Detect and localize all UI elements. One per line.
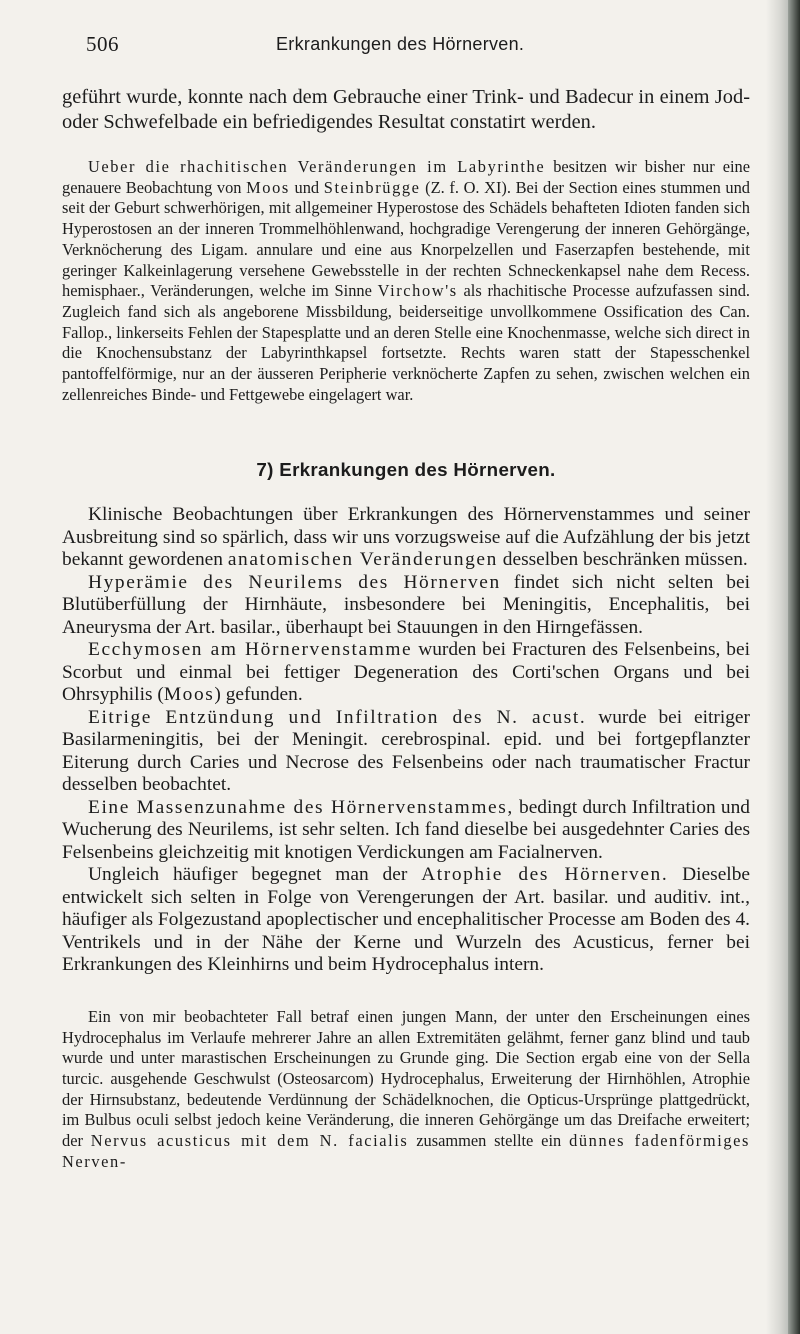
case-text-2: zusammen stellte ein <box>408 1131 570 1151</box>
massenzunahme-term: Eine Massenzunahme des Hörnervenstammes, <box>88 796 514 818</box>
ecchymosen-end: ) gefunden. <box>214 684 303 706</box>
ecchymosen-text: wurden bei Fracturen des Felsenbeins, bei Scorbut und einmal bei fettiger Degeneration des Corti'schen Organs und bei Ohrsyphilis ( <box>62 639 750 706</box>
hyperaemie-term: Hyperämie des Neurilems des Hörnerven <box>88 571 501 593</box>
page-edge-strip <box>788 0 800 1334</box>
case-spaced-1: Nervus acusticus mit dem N. facialis <box>90 1131 409 1151</box>
case-report-paragraph <box>62 1007 750 1173</box>
intro-paragraph: geführt wurde, konnte nach dem Gebrauche einer Trink- und Badecur in einem Jod- oder Schwefelbade ein befriedigendes Resultat constatirt werden. <box>62 86 750 133</box>
atrophie-text: Dieselbe entwickelt sich selten in Folge von Verengerungen der Art. basilar. und auditiv. int., häufiger als Folgezustand apoplectischer und encephalitischer Processe am Boden des 4. Ventrikels und in der Nähe der Kerne und Wurzeln des Acusticus, ferner bei Erkrankungen des Kleinhirns und beim Hydrocephalus intern. <box>62 864 750 976</box>
labyrinth-text-3: als rhachitische Processe aufzufassen sind. Zugleich fand sich als angeborene Missbildung, beiderseitige unvollkommene Ossification des Can. Fallop., linkerseits Fehlen der Stapesplatte und an deren Stelle eine Knochenmasse, welche sich direct in die Knochensubstanz der Labyrinthkapsel fortsetzte. Rechts waren statt der Stapesschenkel pantoffelförmige, nur an der äusseren Peripherie verknöcherte Zapfen zu sehen, zwischen welchen ein zellenreiches Binde- und Fettgewebe eingelagert war. <box>62 281 751 404</box>
ecchymosen-paragraph <box>62 639 750 707</box>
eitrige-term: Eitrige Entzündung und Infiltration des N. acust. <box>88 706 587 728</box>
author-virchow: Virchow's <box>377 281 458 301</box>
atrophie-term: Atrophie des Hörnerven. <box>421 864 669 886</box>
labyrinth-and: und <box>289 177 324 197</box>
eitrige-text: wurde bei eitriger Basilarmeningitis, bei der Meningit. cerebrospinal. epid. und bei fortgepflanzter Eiterung durch Caries und Necrose des Felsenbeins oder nach traumatischer Fractur desselben beobachtet. <box>62 706 750 796</box>
massenzunahme-paragraph <box>62 797 750 865</box>
massenzunahme-text: bedingt durch Infiltration und Wucherung des Neurilems, ist sehr selten. Ich fand dieselbe bei ausgedehnter Caries des Felsenbeins gleichzeitig mit knotigen Verdickungen am Facialnerven. <box>62 796 750 863</box>
author-steinbruegge: Steinbrügge <box>323 177 421 197</box>
section-intro-spaced: anatomischen Veränderungen <box>227 549 498 571</box>
running-title: Erkrankungen des Hörnerven. <box>276 34 525 54</box>
hyperaemie-paragraph <box>62 572 750 640</box>
case-text-1: Ein von mir beobachteter Fall betraf einen jungen Mann, der unter den Erscheinungen eines Hydrocephalus im Verlaufe mehrerer Jahre an allen Extremitäten gelähmt, ferner ganz blind und taub wurde und unter marastischen Erscheinungen zu Grunde ging. Die Section ergab eine von der Sella turcic. ausgehende Geschwulst (Osteosarcom) Hydrocephalus, Erweiterung der Hirnhöhlen, Atrophie der Hirnsubstanz, bedeutende Verdünnung der Schädelknochen, die Opticus-Ursprünge plattgedrückt, im Bulbus oculi selbst jedoch keine Veränderung, die inneren Gehörgänge um das Dreifache erweitert; der <box>62 1006 750 1151</box>
hyperaemie-text: findet sich nicht selten bei Blutüberfüllung der Hirnhäute, insbesondere bei Meningitis, Encephalitis, bei Aneurysma der Art. basilar., überhaupt bei Stauungen in den Hirngefässen. <box>62 571 750 638</box>
labyrinth-text-2: (Z. f. O. XI). Bei der Section eines stummen und seit der Geburt schwerhörigen, mit allgemeiner Hyperostose des Schädels behafteten Idioten fanden sich Hyperostosen an der inneren Trommelhöhlenwand, hochgradige Verengerung der inneren Gehörgänge, Verknöcherung des Ligam. annulare und eine aus Knorpelzellen und Faserzapfen bestehende, mit geringer Kalkeinlagerung versehene Gewebsstelle in der rechten Schneckenkapsel nahe dem Recess. hemisphaer., Veränderungen, welche im Sinne <box>62 177 751 301</box>
atrophie-text-1: Ungleich häufiger begegnet man der <box>88 864 422 886</box>
ecchymosen-term: Ecchymosen am Hörnervenstamme <box>88 639 413 661</box>
eitrige-paragraph <box>62 707 750 797</box>
ecchymosen-author-moos: Moos <box>163 684 215 706</box>
labyrinth-paragraph <box>62 157 750 405</box>
page-content <box>62 0 750 1173</box>
section-intro-text-1: Klinische Beobachtungen über Erkrankungen des Hörnervenstammes und seiner Ausbreitung sind so spärlich, dass wir uns vorzugsweise auf die Aufzählung der bis jetzt bekannt gewordenen <box>62 504 750 571</box>
section-intro-paragraph <box>62 504 750 572</box>
author-moos: Moos <box>246 177 290 197</box>
labyrinth-spaced-phrase: Ueber die rhachitischen Veränderungen im Labyrinthe <box>88 157 546 176</box>
case-spaced-2: dünnes fadenförmiges Nerven- <box>62 1131 751 1171</box>
page-number: 506 <box>86 32 119 56</box>
section-heading: 7) Erkrankungen des Hörnerven. <box>256 459 556 481</box>
section-intro-text-2: desselben beschränken müssen. <box>497 549 748 571</box>
labyrinth-text-1: besitzen wir bisher nur eine genauere Beobachtung von <box>62 157 750 197</box>
running-head <box>62 0 750 68</box>
atrophie-paragraph <box>62 864 750 977</box>
